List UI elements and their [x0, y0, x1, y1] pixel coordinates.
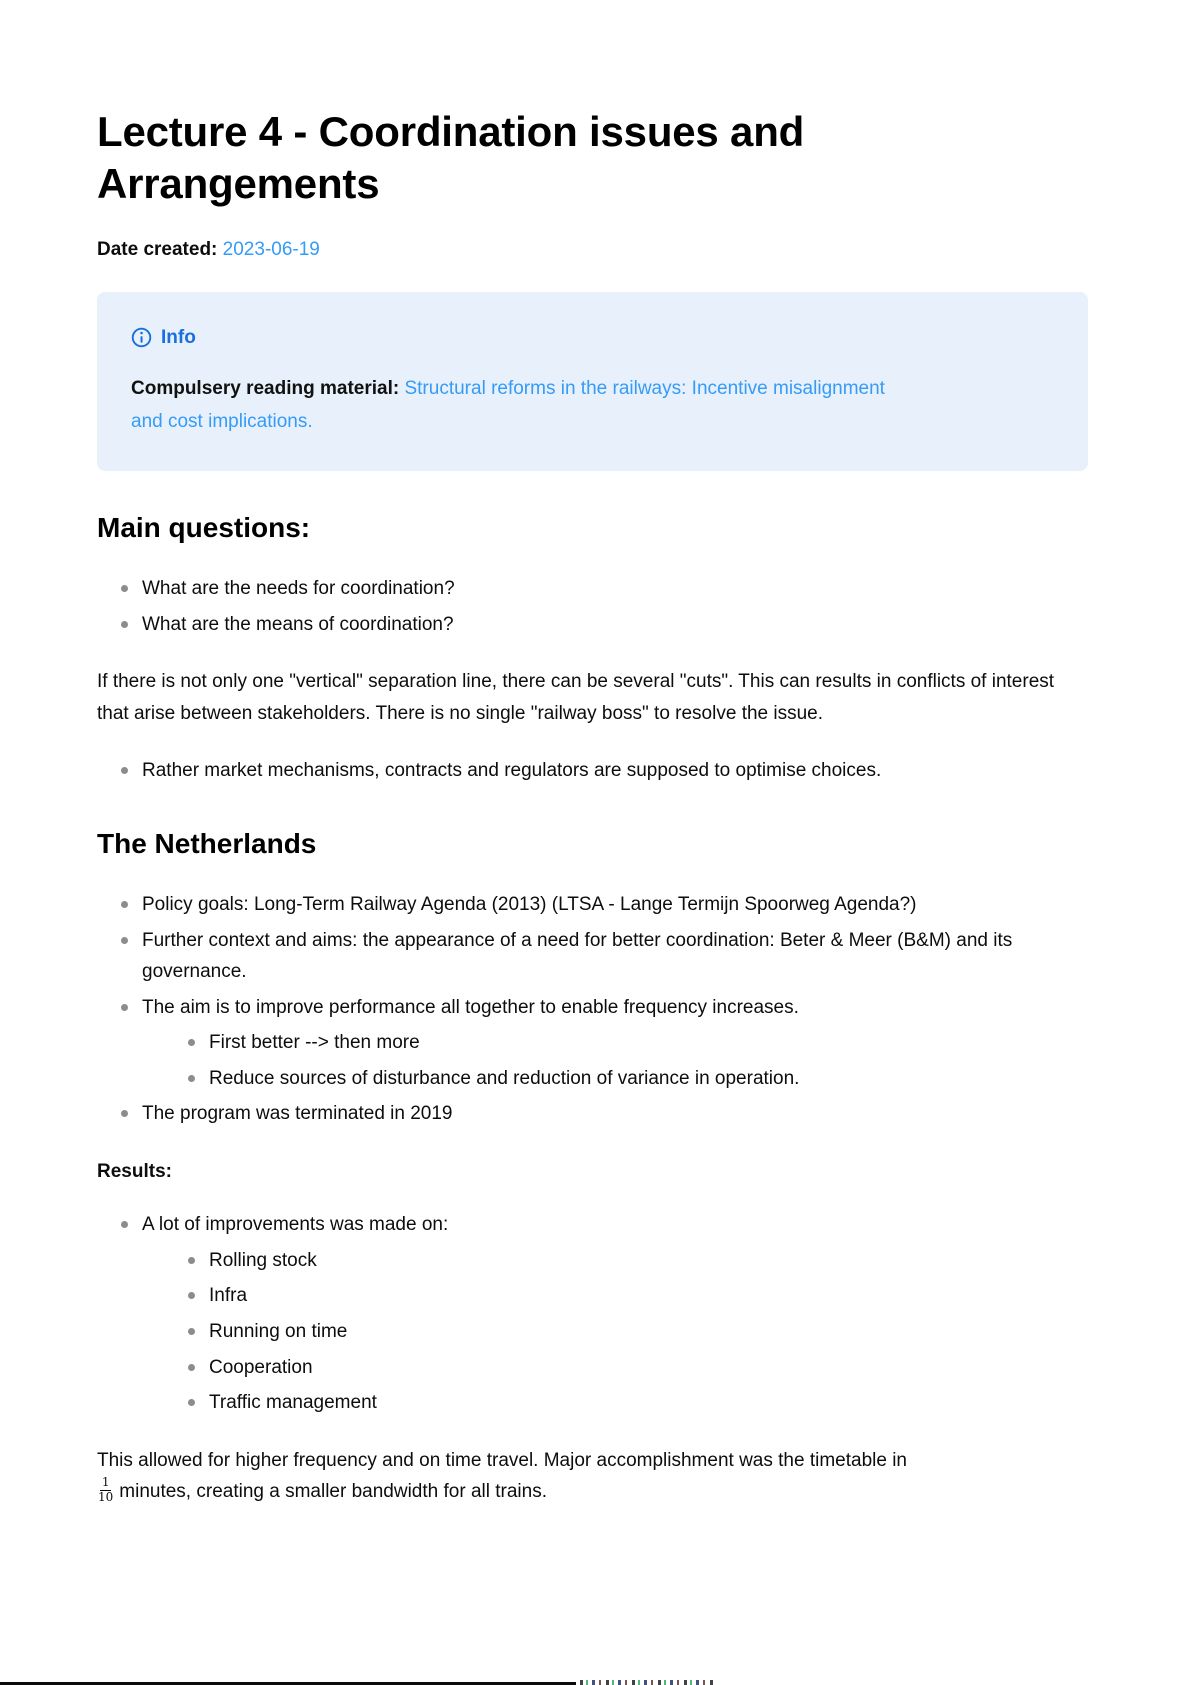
page-bottom-cutoff-text-fragment: [580, 1680, 714, 1685]
heading-netherlands: The Netherlands: [97, 827, 317, 859]
heading-main-questions: Main questions:: [97, 511, 311, 543]
main-questions-list: [97, 573, 1088, 640]
netherlands-list: [97, 889, 1088, 1130]
info-callout-body: [131, 373, 1054, 438]
list-item-aim-performance-text: The aim is to improve performance all together to enable frequency increases.: [142, 996, 799, 1018]
list-item-improvements-text: A lot of improvements was made on:: [142, 1214, 449, 1236]
info-callout-label: Info: [161, 326, 196, 348]
date-created-label: Date created:: [97, 239, 218, 261]
info-callout-header: [131, 322, 1054, 354]
list-item-cooperation: Cooperation: [188, 1352, 1033, 1384]
results-list: [97, 1209, 1088, 1418]
list-item-first-better: First better --> then more: [188, 1027, 1033, 1059]
fraction-numerator: 1: [101, 1474, 110, 1489]
list-item-traffic-management: Traffic management: [188, 1387, 1033, 1419]
aim-sub-list: [164, 1027, 1033, 1094]
date-created-line: [97, 234, 1088, 266]
reading-material-link-line-1: Structural reforms in the railways: Incentive misalignment: [404, 378, 885, 400]
date-created-link[interactable]: 2023-06-19: [222, 239, 320, 261]
closing-line-2: [97, 1476, 1088, 1508]
closing-paragraph: [97, 1445, 1088, 1508]
list-item-aim-performance: [121, 992, 1033, 1095]
list-item-policy-goals: Policy goals: Long-Term Railway Agenda (2013) (LTSA - Lange Termijn Spoorweg Agenda?): [121, 889, 1033, 921]
page-title-line-2: Arrangements: [97, 160, 380, 208]
list-item-improvements: [121, 1209, 1033, 1418]
list-item-infra: Infra: [188, 1280, 1033, 1312]
list-item-program-terminated: The program was terminated in 2019: [121, 1098, 1033, 1130]
list-item-rolling-stock: Rolling stock: [188, 1245, 1033, 1277]
info-callout: [97, 292, 1088, 471]
vertical-separation-paragraph: If there is not only one "vertical" separation line, there can be several "cuts". This can results in conflicts of interest that arise between stakeholders. There is no single "railway boss" to resolve the issue.: [97, 671, 1055, 724]
info-circle-icon: [131, 327, 152, 348]
list-item-running-on-time: Running on time: [188, 1316, 1033, 1348]
page-title: [97, 106, 1088, 210]
list-item-market-mechanisms: Rather market mechanisms, contracts and regulators are supposed to optimise choices.: [121, 755, 1033, 787]
document-body: [97, 106, 1088, 1508]
one-tenth-fraction: [97, 1476, 114, 1505]
fraction-denominator: 10: [98, 1489, 114, 1504]
reading-material-label: Compulsery reading material:: [131, 378, 400, 400]
mechanisms-list: [97, 755, 1088, 787]
list-item-further-context: Further context and aims: the appearance of a need for better coordination: Beter & Meer (B&M) and its governance.: [121, 925, 1033, 988]
list-item-reduce-disturbance: Reduce sources of disturbance and reduction of variance in operation.: [188, 1063, 1033, 1095]
list-item-needs-coordination: What are the needs for coordination?: [121, 573, 1033, 605]
improvements-sub-list: [164, 1245, 1033, 1419]
list-item-means-coordination: What are the means of coordination?: [121, 609, 1033, 641]
reading-material-link-line-2: and cost implications.: [131, 410, 313, 432]
closing-after-fraction: minutes, creating a smaller bandwidth for all trains.: [119, 1481, 547, 1503]
page-title-line-1: Lecture 4 - Coordination issues and: [97, 108, 805, 155]
closing-line-1: This allowed for higher frequency and on time travel. Major accomplishment was the timetable in: [97, 1449, 907, 1471]
results-label: Results:: [97, 1160, 172, 1182]
